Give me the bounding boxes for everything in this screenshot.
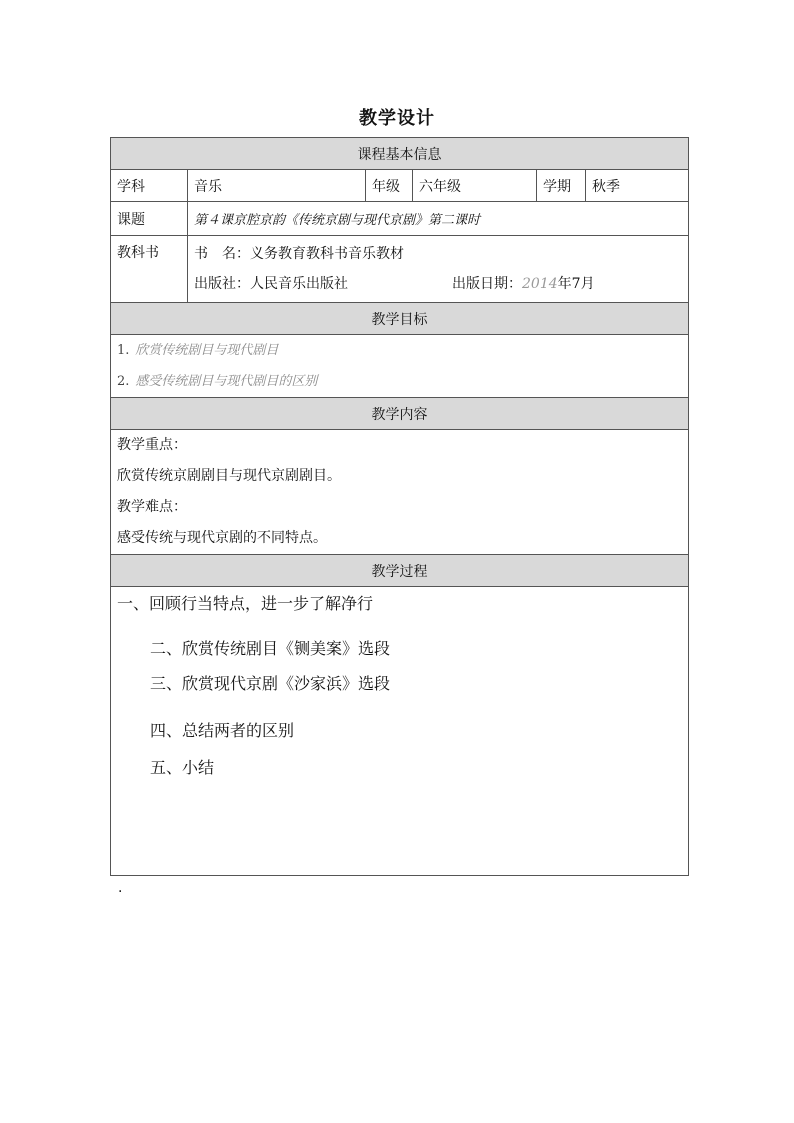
process-step: 二、欣赏传统剧目《铡美案》选段 [150, 639, 391, 658]
row-content [111, 430, 689, 555]
publish-year-suffix: 年 [557, 276, 572, 292]
row-process [111, 587, 689, 876]
row-topic [111, 202, 689, 236]
goal-item [117, 335, 682, 366]
publish-date-label: 出版日期： [452, 276, 522, 292]
publisher-line [194, 269, 682, 299]
section-header-basic-info [111, 138, 689, 170]
grade-value: 六年级 [413, 170, 537, 202]
publish-date [452, 269, 595, 299]
process-step: 三、欣赏现代京剧《沙家浜》选段 [150, 674, 391, 693]
key-point-text: 欣赏传统京剧剧目与现代京剧剧目。 [117, 468, 341, 484]
publish-month-suffix: 月 [580, 276, 595, 292]
trailing-mark: . [118, 880, 123, 896]
term-label: 学期 [537, 170, 586, 202]
subject-label: 学科 [111, 170, 188, 202]
goal-number: 1. [117, 343, 130, 358]
topic-label: 课题 [111, 202, 188, 236]
section-title: 课程基本信息 [111, 138, 689, 170]
section-title: 教学目标 [111, 303, 689, 335]
process-body [111, 587, 689, 876]
row-subject-grade-term [111, 170, 689, 202]
lesson-plan-table [110, 137, 689, 876]
row-goals [111, 335, 689, 398]
textbook-label: 教科书 [111, 236, 188, 303]
difficulty-label: 教学难点： [117, 499, 187, 515]
textbook-details [188, 236, 689, 303]
row-textbook [111, 236, 689, 303]
goal-item [117, 366, 682, 397]
document-title: 教学设计 [359, 108, 435, 129]
publisher: 出版社：人民音乐出版社 [194, 276, 348, 292]
content-body [111, 430, 689, 555]
book-name: 书 名：义务教育教科书音乐教材 [194, 246, 404, 262]
process-step: 一、回顾行当特点，进一步了解净行 [117, 594, 374, 613]
grade-label: 年级 [366, 170, 413, 202]
process-step: 四、总结两者的区别 [150, 721, 295, 740]
section-header-content [111, 398, 689, 430]
subject-value: 音乐 [188, 170, 366, 202]
publish-year: 2014 [522, 276, 558, 292]
goal-text: 感受传统剧目与现代剧目的区别 [135, 374, 318, 389]
goals-list [111, 335, 689, 398]
section-title: 教学过程 [111, 555, 689, 587]
process-step: 五、小结 [150, 758, 215, 777]
goal-text: 欣赏传统剧目与现代剧目 [135, 343, 279, 358]
section-header-goals [111, 303, 689, 335]
topic-value: 第４课京腔京韵《传统京剧与现代京剧》第二课时 [188, 202, 689, 236]
key-point-label: 教学重点： [117, 437, 187, 453]
goal-number: 2. [117, 374, 130, 389]
publish-month: 7 [571, 276, 581, 292]
term-value: 秋季 [586, 170, 689, 202]
section-title: 教学内容 [111, 398, 689, 430]
difficulty-text: 感受传统与现代京剧的不同特点。 [117, 530, 327, 546]
section-header-process [111, 555, 689, 587]
